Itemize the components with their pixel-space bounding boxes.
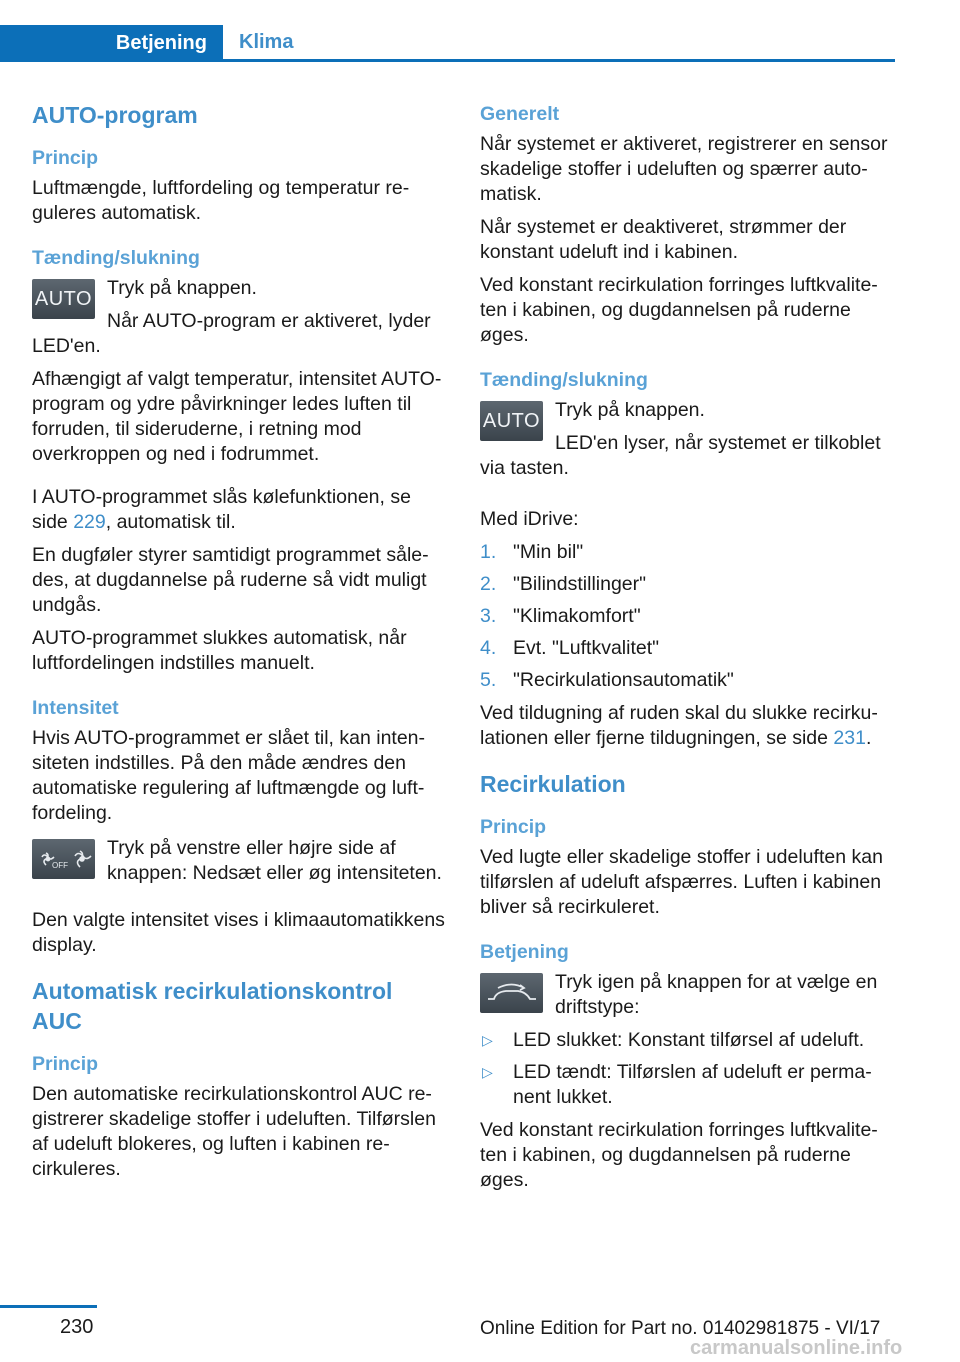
step-number: 1. [480, 541, 497, 563]
paragraph-betjening: Tryk igen på knappen for at vælge en driftstype: [555, 971, 878, 1018]
watermark: carmanualsonline.info [690, 1337, 903, 1359]
heading-taending: Tænding/slukning [32, 247, 200, 269]
list-item [480, 668, 898, 693]
paragraph-slukkes: AUTO-programmet slukkes automatisk, når luftfordelingen indstilles manuelt. [32, 627, 407, 674]
heading-auc: Automatisk recirkulationskontrol AUC [32, 978, 393, 1034]
paragraph-princip: Luftmængde, luftfordeling og temperatur reguleres automatisk. [32, 177, 410, 224]
paragraph-tryk-venstre: Tryk på venstre eller højre side af knappen: Nedsæt eller øg intensiteten. [107, 837, 442, 884]
paragraph-led-right: LED'en lyser, når systemet er tilkoblet via tasten. [480, 432, 881, 479]
heading-recirk-princip: Princip [480, 816, 547, 838]
tab-betjening[interactable]: Betjening [0, 25, 223, 62]
auto-button-icon: AUTO [32, 279, 95, 319]
paragraph-afhaengigt: Afhængigt af valgt temperatur, intensitet AUTO-program og ydre påvirkninger ledes luften til forruden, til sideruderne, i retning mod overkroppen og ned i fodrummet. [32, 368, 442, 465]
heading-auc-princip: Princip [32, 1053, 99, 1075]
paragraph-dugfoeler: En dugføler styrer samtidigt programmet således, at dugdannelse på ruderne så vidt muligt undgås. [32, 544, 429, 616]
auto-button-icon-right: AUTO [480, 401, 543, 441]
heading-intensitet: Intensitet [32, 697, 119, 719]
page-link-229[interactable]: 229 [73, 511, 106, 533]
auto-button-block-right [480, 398, 898, 489]
step-number: 5. [480, 669, 497, 691]
recirc-button-block [480, 970, 898, 1028]
fan-off-label: OFF [52, 861, 68, 870]
list-item [480, 1060, 898, 1110]
paragraph-final: Ved konstant recirkulation forringes luftkvaliteten i kabinen, og dugdannelsen på ruderne øges. [480, 1119, 878, 1191]
step-text: "Min bil" [513, 541, 584, 563]
paragraph-display: Den valgte intensitet vises i klimaautomatikkens display. [32, 909, 445, 956]
idrive-steps [480, 540, 898, 693]
bullet-text: LED tændt: Tilførslen af udeluft er permanent lukket. [513, 1061, 872, 1108]
recirculation-icon [480, 973, 543, 1013]
paragraph-koelefunktion: I AUTO-programmet slås kølefunktionen, se side 229, automatisk til. [32, 486, 411, 533]
list-item [480, 540, 898, 565]
bullet-text: LED slukket: Konstant tilførsel af udeluft. [513, 1029, 865, 1051]
fan-button-block [32, 836, 447, 894]
paragraph-auc-princip: Den automatiske recirkulationskontrol AUC registrerer skadelige stoffer i udeluften. Tilførslen af udeluft blokeres, og luften i kabinen recirkuleres. [32, 1083, 436, 1180]
list-item [480, 636, 898, 661]
left-column [32, 100, 447, 1190]
fan-intensity-icon [32, 839, 95, 879]
list-item [480, 1028, 898, 1053]
car-recirculation-icon [484, 979, 540, 1007]
paragraph-led: Når AUTO-program er aktiveret, lyder LED'en. [32, 310, 431, 357]
list-item [480, 572, 898, 597]
heading-princip: Princip [32, 147, 99, 169]
driftstype-list [480, 1028, 898, 1110]
page-link-231[interactable]: 231 [833, 727, 866, 749]
header-rule [0, 59, 895, 62]
step-text: Evt. "Luftkvalitet" [513, 637, 660, 659]
paragraph-tildugning: Ved tildugning af ruden skal du slukke recirkulationen eller fjerne tildugningen, se side 231. [480, 702, 878, 749]
paragraph-tryk: Tryk på knappen. [107, 277, 257, 299]
heading-auto-program: AUTO-program [32, 102, 198, 128]
footer-rule [0, 1305, 97, 1308]
triangle-bullet-icon: ▷ [482, 1064, 493, 1080]
heading-generelt: Generelt [480, 103, 560, 125]
step-number: 2. [480, 573, 497, 595]
paragraph-intensitet: Hvis AUTO-programmet er slået til, kan intensiteten indstilles. På den måde ændres den automatiske regulering af luftmængde og luftfordeling. [32, 727, 426, 824]
heading-taending-right: Tænding/slukning [480, 369, 648, 391]
paragraph-idrive: Med iDrive: [480, 508, 579, 530]
paragraph-generelt-2: Når systemet er deaktiveret, strømmer der konstant udeluft ind i kabinen. [480, 216, 847, 263]
paragraph-generelt-1: Når systemet er aktiveret, registrerer en sensor skadelige stoffer i udeluften og spærrer automatisk. [480, 133, 888, 205]
paragraph-generelt-3: Ved konstant recirkulation forringes luftkvaliteten i kabinen, og dugdannelsen på ruderne øges. [480, 274, 878, 346]
step-text: "Recirkulationsautomatik" [513, 669, 734, 691]
triangle-bullet-icon: ▷ [482, 1032, 493, 1048]
list-item [480, 604, 898, 629]
step-number: 4. [480, 637, 497, 659]
heading-betjening: Betjening [480, 941, 569, 963]
page-header [0, 25, 895, 62]
right-column [480, 100, 898, 1201]
page-number: 230 [60, 1316, 94, 1338]
tab-klima[interactable]: Klima [223, 25, 309, 59]
auto-button-block [32, 276, 447, 367]
step-text: "Klimakomfort" [513, 605, 641, 627]
heading-recirkulation: Recirkulation [480, 771, 626, 797]
step-number: 3. [480, 605, 497, 627]
step-text: "Bilindstillinger" [513, 573, 647, 595]
paragraph-tryk-right: Tryk på knappen. [555, 399, 705, 421]
edition-line: Online Edition for Part no. 01402981875 - VI/17 [480, 1318, 881, 1339]
paragraph-recirk-princip: Ved lugte eller skadelige stoffer i udeluften kan tilførslen af udeluft afspærres. Luften i kabinen bliver så recirkuleret. [480, 846, 883, 918]
